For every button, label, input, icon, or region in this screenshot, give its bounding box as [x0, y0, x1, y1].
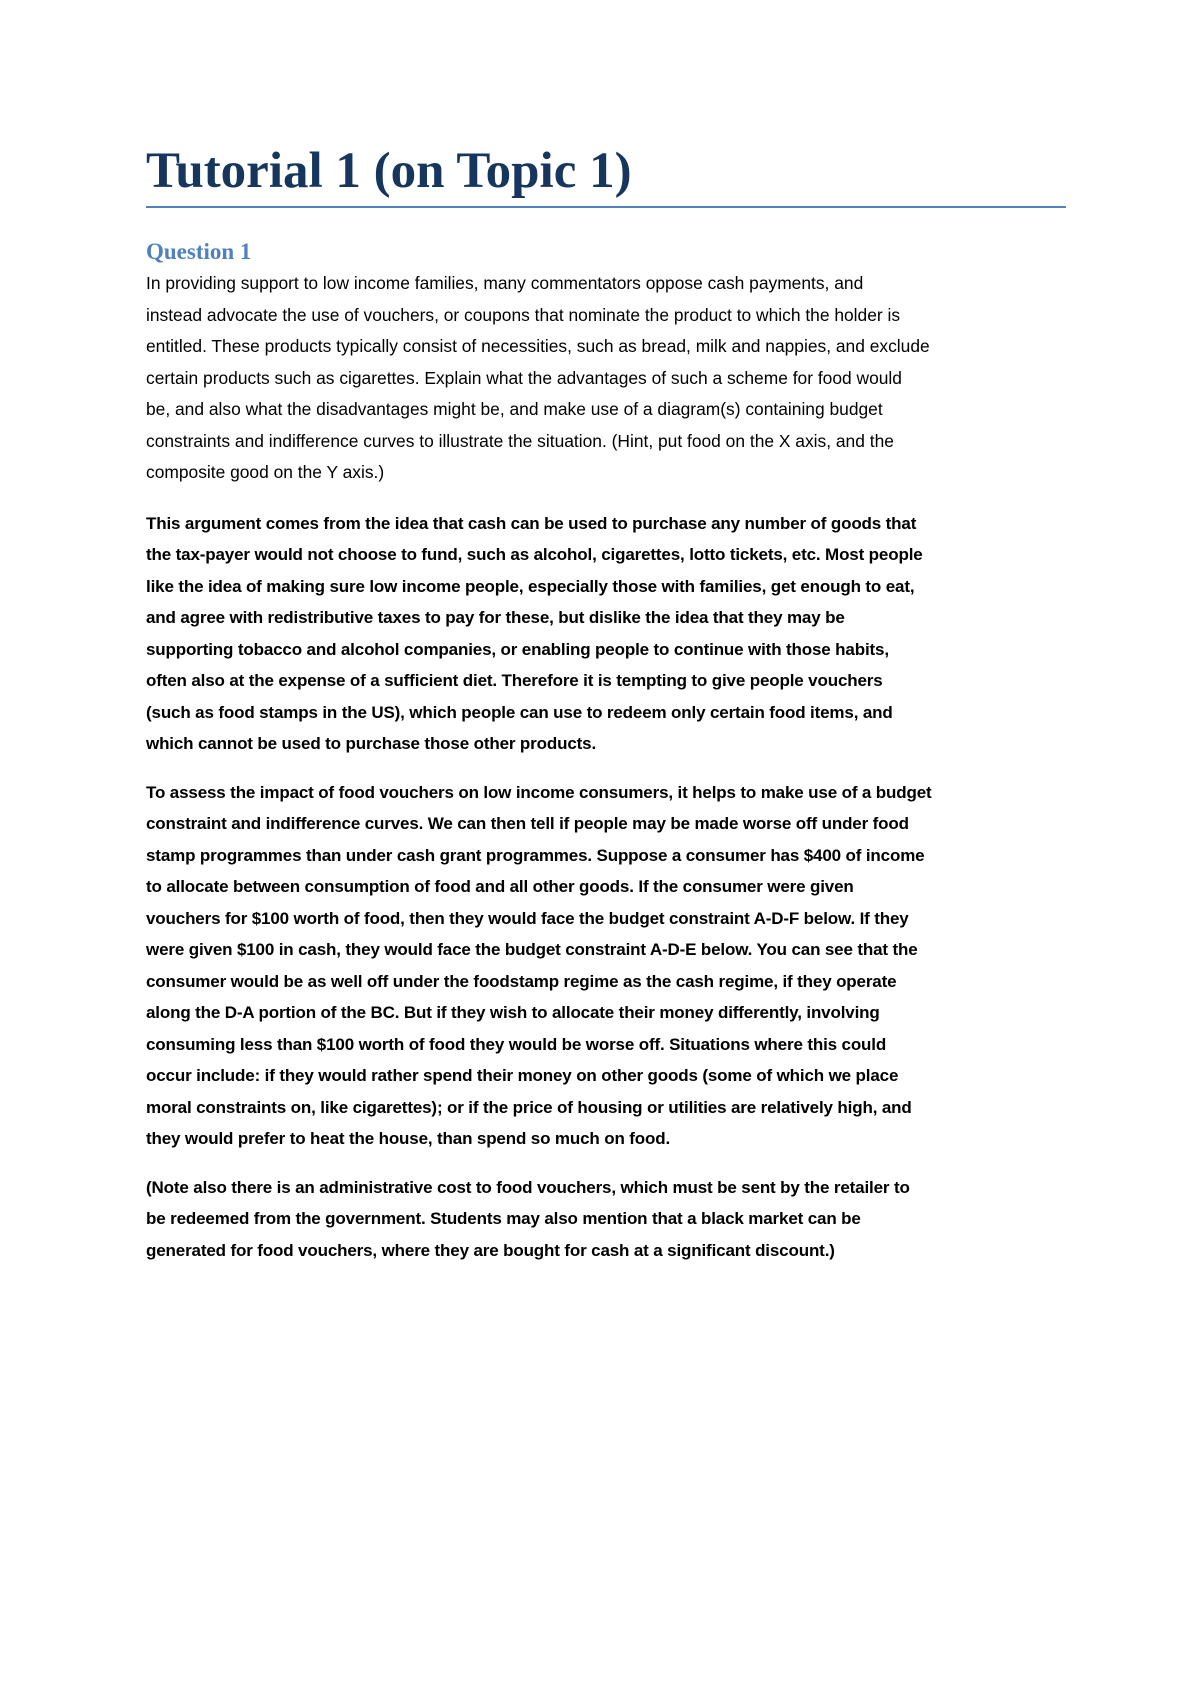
text-line: to allocate between consumption of food and all other goods. If the consumer were given: [146, 877, 854, 896]
text-line: the tax-payer would not choose to fund, such as alcohol, cigarettes, lotto tickets, etc. Most people: [146, 545, 923, 564]
text-line: vouchers for $100 worth of food, then they would face the budget constraint A-D-F below. If they: [146, 908, 909, 928]
document-title: Tutorial 1 (on Topic 1): [146, 140, 1066, 208]
answer-paragraph-2: [146, 777, 1066, 1155]
answer-paragraph-3: [146, 1172, 1066, 1267]
text-line: be redeemed from the government. Students may also mention that a black market can be: [146, 1209, 861, 1228]
text-line: constraints and indifference curves to illustrate the situation. (Hint, put food on the X axis, and the: [146, 430, 894, 451]
text-line: which cannot be used to purchase those other products.: [146, 734, 597, 753]
text-line: moral constraints on, like cigarettes); or if the price of housing or utilities are relatively high, and: [146, 1097, 912, 1117]
text-line: consuming less than $100 worth of food they would be worse off. Situations where this could: [146, 1034, 887, 1054]
text-line: constraint and indifference curves. We can then tell if people may be made worse off under food: [146, 814, 909, 833]
text-line: (Note also there is an administrative cost to food vouchers, which must be sent by the retailer to: [146, 1177, 910, 1197]
text-line: This argument comes from the idea that cash can be used to purchase any number of goods that: [146, 513, 917, 533]
text-line: certain products such as cigarettes. Explain what the advantages of such a scheme for food would: [146, 367, 902, 388]
text-line: like the idea of making sure low income people, especially those with families, get enough to eat,: [146, 576, 915, 596]
text-line: occur include: if they would rather spend their money on other goods (some of which we place: [146, 1066, 899, 1085]
text-line: be, and also what the disadvantages might be, and make use of a diagram(s) containing budget: [146, 399, 883, 419]
text-line: To assess the impact of food vouchers on low income consumers, it helps to make use of a budget: [146, 782, 932, 802]
text-line: generated for food vouchers, where they are bought for cash at a significant discount.): [146, 1240, 835, 1260]
text-line: In providing support to low income families, many commentators oppose cash payments, and: [146, 273, 864, 293]
text-line: instead advocate the use of vouchers, or coupons that nominate the product to which the holder is: [146, 304, 901, 325]
text-line: were given $100 in cash, they would face the budget constraint A-D-E below. You can see that the: [146, 940, 918, 959]
question-heading: Question 1: [146, 239, 252, 264]
question-text: [146, 268, 1066, 489]
text-line: they would prefer to heat the house, than spend so much on food.: [146, 1129, 671, 1148]
text-line: stamp programmes than under cash grant programmes. Suppose a consumer has $400 of income: [146, 845, 925, 865]
text-line: (such as food stamps in the US), which people can use to redeem only certain food items, and: [146, 702, 893, 722]
text-line: composite good on the Y axis.): [146, 462, 385, 482]
answer-paragraph-1: [146, 508, 1066, 760]
text-line: entitled. These products typically consist of necessities, such as bread, milk and nappies, and exclude: [146, 336, 930, 356]
text-line: consumer would be as well off under the foodstamp regime as the cash regime, if they operate: [146, 971, 897, 991]
text-line: and agree with redistributive taxes to pay for these, but dislike the idea that they may be: [146, 608, 845, 627]
text-line: often also at the expense of a sufficient diet. Therefore it is tempting to give people vouchers: [146, 671, 883, 690]
text-line: supporting tobacco and alcohol companies, or enabling people to continue with those habits,: [146, 639, 889, 659]
text-line: along the D-A portion of the BC. But if they wish to allocate their money differently, involving: [146, 1003, 880, 1022]
document-content: [146, 140, 1066, 1266]
